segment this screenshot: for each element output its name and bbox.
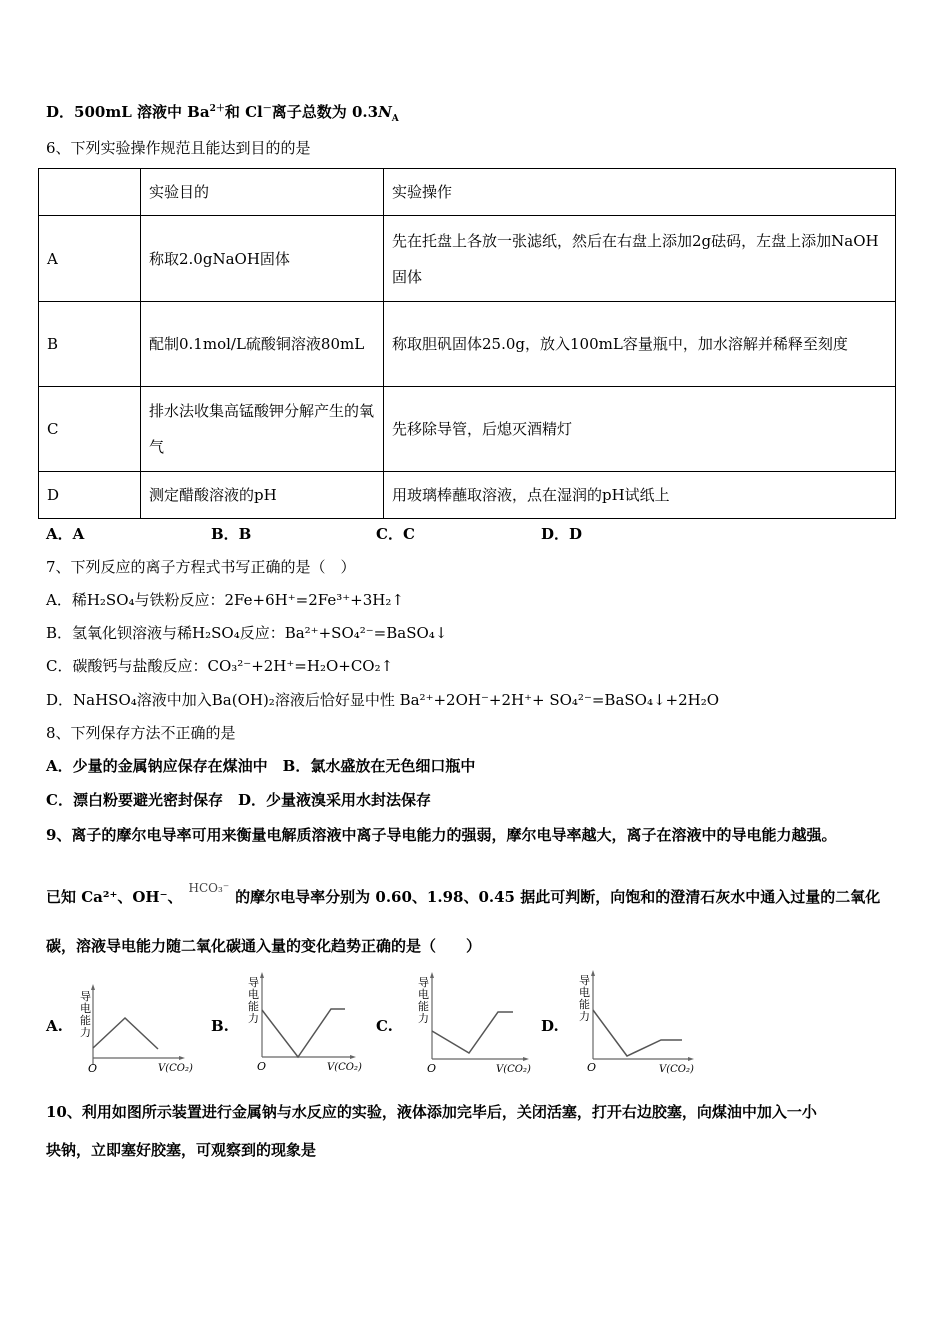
graph-label: D. (541, 1017, 559, 1035)
y-axis-label: 导电能力 (418, 976, 429, 1025)
y-axis-label: 导电能力 (579, 974, 590, 1023)
question-6-options (46, 523, 706, 544)
question-9-line3: 碳，溶液导电能力随二氧化碳通入量的变化趋势正确的是（ ） (46, 937, 482, 955)
hco3-formula: HCO₃⁻ (188, 881, 230, 895)
row-purpose: 称取2.0gNaOH固体 (141, 216, 384, 302)
row-operation: 先移除导管，后熄灭酒精灯 (384, 387, 896, 472)
graph-label: B. (211, 1017, 229, 1035)
graph-label: A. (46, 1017, 63, 1035)
table-header-row (39, 169, 896, 216)
table-row (39, 387, 896, 472)
row-operation: 用玻璃棒蘸取溶液，点在湿润的pH试纸上 (384, 472, 896, 519)
prev-option-d: D．500mL 溶液中 $Ba^{2+}$和 Cl－离子总数为 $0.3N_A$ (46, 103, 399, 124)
table-row (39, 472, 896, 519)
q9-text: 已知 Ca²⁺、OH⁻、 (46, 888, 183, 906)
x-axis-label: V(CO₂) (659, 1064, 694, 1075)
option-b: B．B (211, 525, 252, 543)
header-cell (39, 169, 141, 216)
row-purpose: 配制0.1mol/L硫酸铜溶液80mL (141, 302, 384, 387)
row-operation: 称取胆矾固体25.0g，放入100mL容量瓶中，加水溶解并稀释至刻度 (384, 302, 896, 387)
graph-d-plot (541, 965, 711, 1075)
row-purpose: 排水法收集高锰酸钾分解产生的氧气 (141, 387, 384, 472)
q7-option-a: A．稀H₂SO₄与铁粉反应：2Fe+6H⁺=2Fe³⁺+3H₂↑ (46, 591, 404, 609)
q8-options-line2: C．漂白粉要避光密封保存 D．少量液溴采用水封法保存 (46, 791, 431, 809)
x-axis-label: V(CO₂) (327, 1062, 362, 1073)
origin-label: O (88, 1062, 98, 1075)
question-9-line2 (46, 881, 881, 908)
origin-label: O (427, 1062, 437, 1075)
origin-label: O (257, 1060, 267, 1073)
row-label: D (39, 472, 141, 519)
option-d: D．D (541, 525, 583, 543)
q8-options-line1: A．少量的金属钠应保存在煤油中 B．氯水盛放在无色细口瓶中 (46, 757, 476, 775)
q7-option-c: C．碳酸钙与盐酸反应：CO₃²⁻+2H⁺=H₂O+CO₂↑ (46, 657, 394, 675)
x-axis-label: V(CO₂) (496, 1064, 531, 1075)
question-6-stem: 6、下列实验操作规范且能达到目的的是 (46, 139, 311, 157)
graph-c-plot (376, 965, 536, 1075)
y-axis-label: 导电能力 (248, 976, 259, 1025)
graph-b-plot (211, 965, 371, 1075)
row-label: C (39, 387, 141, 472)
option-c: C．C (376, 525, 415, 543)
row-operation: 先在托盘上各放一张滤纸，然后在右盘上添加2g砝码，左盘上添加NaOH固体 (384, 216, 896, 302)
graph-label: C. (376, 1017, 393, 1035)
question-8-stem: 8、下列保存方法不正确的是 (46, 724, 236, 742)
graph-a-plot (46, 965, 196, 1075)
row-purpose: 测定醋酸溶液的pH (141, 472, 384, 519)
header-cell: 实验操作 (384, 169, 896, 216)
table-row (39, 216, 896, 302)
origin-label: O (587, 1061, 597, 1074)
option-a: A．A (46, 525, 85, 543)
experiment-table (38, 168, 896, 519)
row-label: B (39, 302, 141, 387)
y-axis-label: 导电能力 (80, 990, 91, 1039)
question-10-line2: 块钠，立即塞好胶塞，可观察到的现象是 (46, 1141, 317, 1159)
row-label: A (39, 216, 141, 302)
question-10-line1: 10、利用如图所示装置进行金属钠与水反应的实验，液体添加完毕后，关闭活塞，打开右边胶塞，向煤油中加入一小 (46, 1103, 817, 1121)
question-9-stem: 9、离子的摩尔电导率可用来衡量电解质溶液中离子导电能力的强弱，摩尔电导率越大，离子在溶液中的导电能力越强。 (46, 826, 837, 844)
x-axis-label: V(CO₂) (158, 1063, 193, 1074)
q7-option-d: D．NaHSO₄溶液中加入Ba(OH)₂溶液后恰好显中性 Ba²⁺+2OH⁻+2H⁺+ SO₄²⁻=BaSO₄↓+2H₂O (46, 691, 720, 709)
header-cell: 实验目的 (141, 169, 384, 216)
q9-text: 的摩尔电导率分别为 0.60、1.98、0.45 据此可判断，向饱和的澄清石灰水中通入过量的二氧化 (235, 888, 881, 906)
table-row (39, 302, 896, 387)
question-7-stem: 7、下列反应的离子方程式书写正确的是（ ） (46, 558, 356, 576)
q7-option-b: B．氢氧化钡溶液与稀H₂SO₄反应：Ba²⁺+SO₄²⁻=BaSO₄↓ (46, 624, 448, 642)
